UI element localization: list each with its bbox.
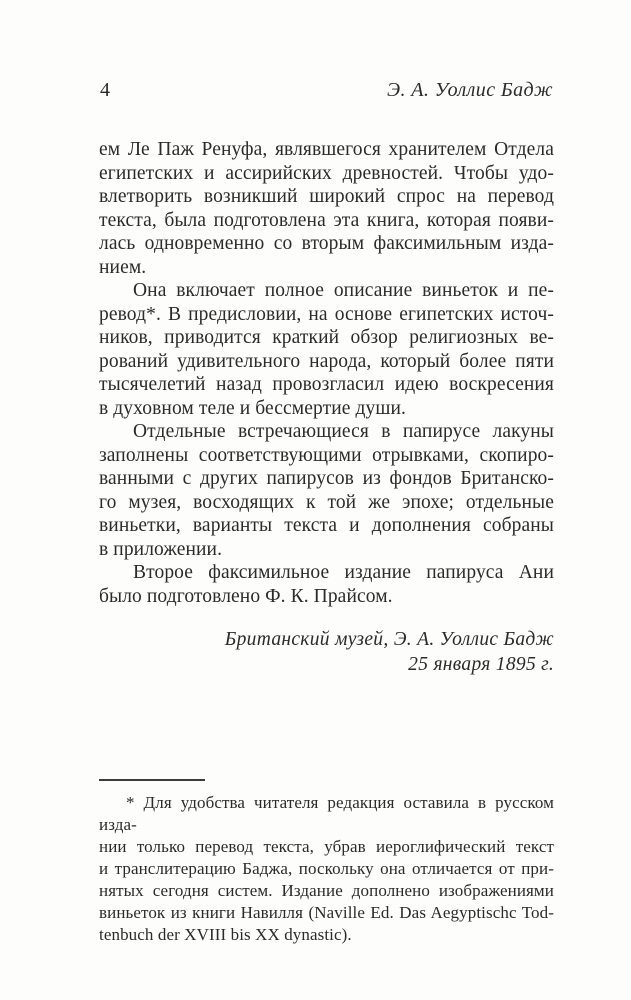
paragraph [99, 561, 554, 608]
text-line: в приложении. [99, 538, 223, 560]
text-line: тысячелетий назад провозгласил идею воскресения [99, 374, 554, 395]
paragraph [99, 420, 554, 561]
text-line: лась одновременно со вторым факсимильным изда- [99, 233, 554, 254]
body-text [99, 138, 554, 677]
signature-date: 25 января 1895 г. [408, 654, 554, 675]
text-line: ванными с других папирусов из фондов Британско- [99, 468, 554, 489]
page-number: 4 [100, 79, 110, 101]
footnote [99, 779, 554, 946]
text-line: Она включает полное описание виньеток и пе- [133, 280, 554, 301]
text-line: ников, приводится краткий обзор религиозных ве- [99, 327, 554, 348]
text-line: египетских и ассирийских древностей. Чтобы удо- [99, 162, 554, 184]
text-line: виньетки, варианты текста и дополнения собраны [99, 515, 554, 536]
text-line: в духовном теле и бессмертие души. [99, 397, 406, 419]
paragraph [99, 138, 554, 279]
footnote-line: tenbuch der XVIII bis XX dynastic). [99, 925, 352, 944]
text-line: рований удивительного народа, который более пяти [99, 350, 554, 372]
footnote-line: и транслитерацию Баджа, поскольку она отличается от при- [99, 859, 554, 878]
text-line: Второе факсимильное издание папируса Ани [133, 562, 554, 583]
text-line: го музея, восходящих к той же эпохе; отдельные [99, 491, 554, 513]
text-line: текста, была подготовлена эта книга, которая появи- [99, 209, 554, 231]
text-line: Отдельные встречающиеся в папирусе лакуны [133, 421, 554, 442]
text-line: заполнены соответствующими отрывками, скопиро- [99, 444, 554, 466]
text-line: ревод*. В предисловии, на основе египетских источ- [99, 303, 554, 325]
footnote-line: * Для удобства читателя редакция оставила в русском изда- [99, 793, 554, 834]
footnote-line: нятых сегодня систем. Издание дополнено изображениями [99, 881, 554, 900]
signature-block [99, 627, 554, 677]
running-head-author: Э. А. Уоллис Бадж [387, 79, 553, 101]
text-line: нием. [99, 256, 147, 278]
footnote-line: виньеток из книги Навилля (Naville Ed. Das Aegyptischc Tod- [99, 903, 554, 922]
text-line: ем Ле Паж Ренуфа, являвшегося хранителем Отдела [99, 139, 554, 160]
footnote-line: нии только перевод текста, убрав иероглифический текст [99, 837, 554, 856]
text-line: влетворить возникший широкий спрос на перевод [99, 186, 554, 207]
signature-line: Британский музей, Э. А. Уоллис Бадж [224, 629, 554, 650]
text-line: было подготовлено Ф. К. Прайсом. [99, 585, 393, 607]
footnote-rule [99, 779, 205, 781]
running-header [100, 78, 553, 102]
paragraph [99, 279, 554, 420]
